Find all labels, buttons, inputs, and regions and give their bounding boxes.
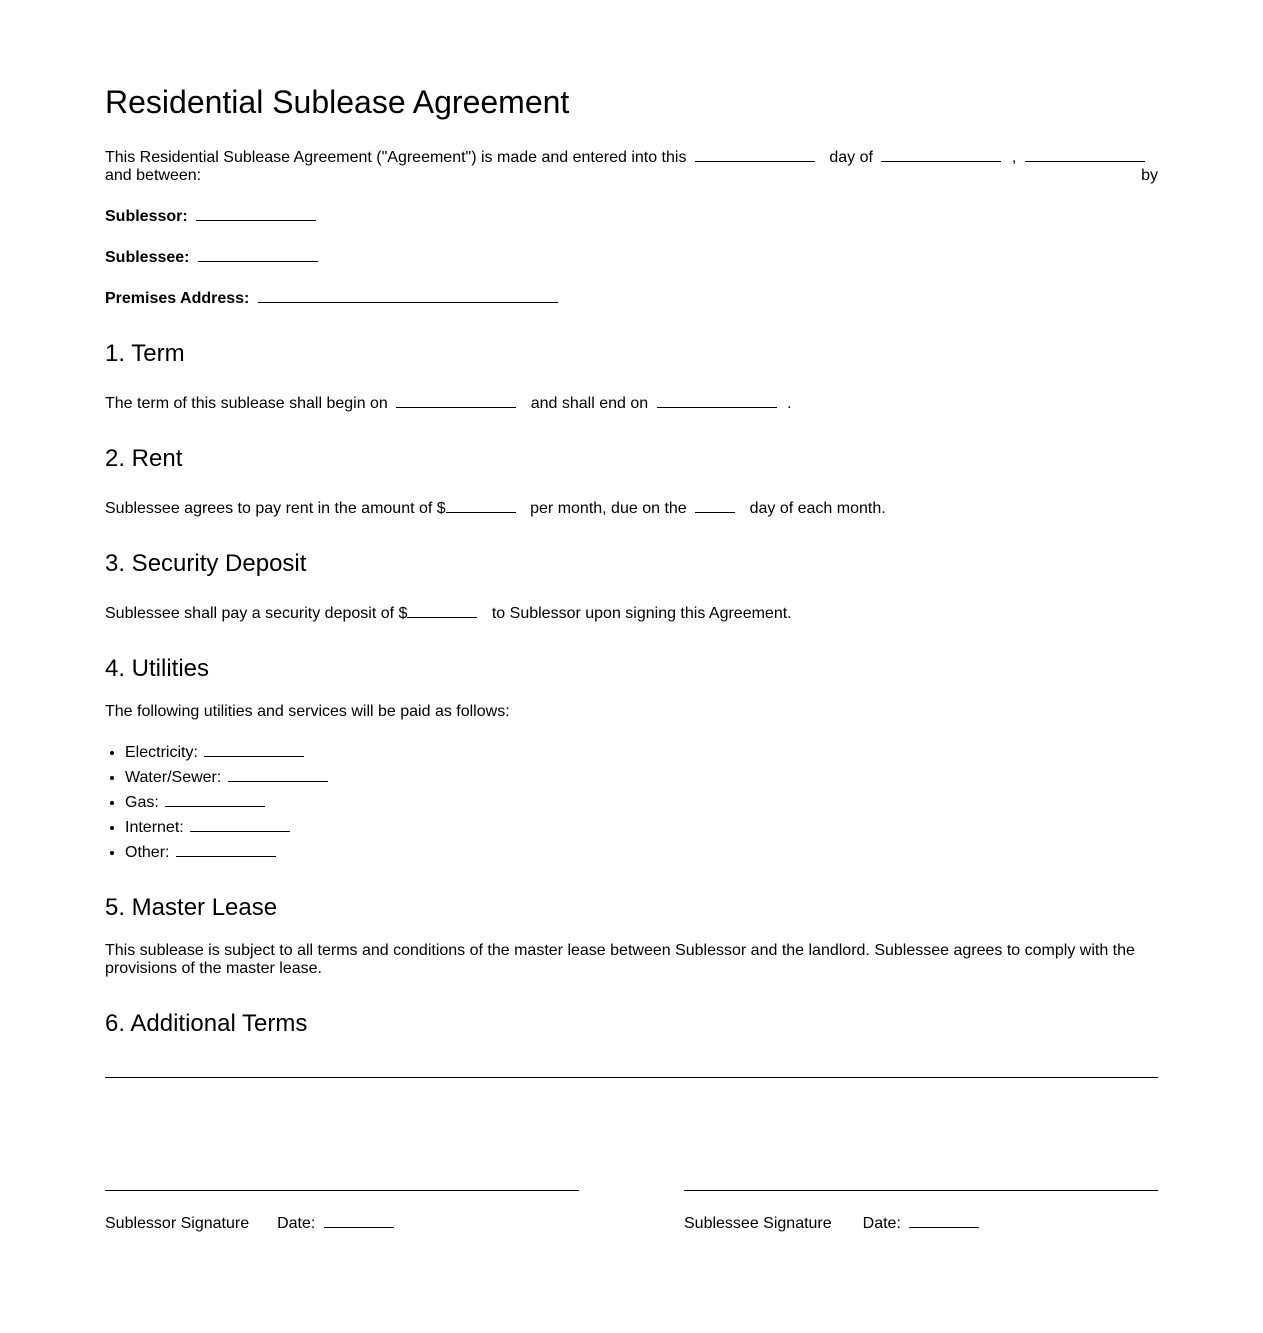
utility-item-electricity <box>125 740 332 765</box>
term-end-text: and shall end on <box>530 395 649 412</box>
sublessee-signature-label: Sublessee Signature <box>684 1215 832 1232</box>
section-heading-security-deposit: 3. Security Deposit <box>105 550 307 577</box>
section-heading-term: 1. Term <box>105 340 185 367</box>
section-heading-utilities: 4. Utilities <box>105 655 210 682</box>
utilities-intro: The following utilities and services will be paid as follows: <box>105 703 510 720</box>
master-lease-paragraph: This sublease is subject to all terms and conditions of the master lease between Sublessor and the landlord. Sublessee agrees to comply with the provisions of the master lease. <box>105 942 1135 977</box>
utility-label: Internet: <box>125 819 184 836</box>
deposit-amount-blank[interactable] <box>407 616 477 618</box>
day-blank[interactable] <box>695 160 815 162</box>
intro-and-between: and between: <box>105 167 202 184</box>
intro-text: This Residential Sublease Agreement ("Agreement") is made and entered into this <box>105 149 687 166</box>
utility-label: Water/Sewer: <box>125 769 222 786</box>
rent-due-day-blank[interactable] <box>695 511 735 513</box>
premises-label: Premises Address: <box>105 290 250 307</box>
sublessee-signature-block <box>684 1215 983 1233</box>
premises-field <box>105 290 562 308</box>
intro-day-of: day of <box>829 149 873 166</box>
utility-item-other <box>125 840 332 865</box>
utility-label: Gas: <box>125 794 159 811</box>
sublessee-label: Sublessee: <box>105 249 190 266</box>
term-period: . <box>787 395 792 412</box>
intro-comma: , <box>1011 149 1017 166</box>
deposit-text: Sublessee shall pay a security deposit of $ <box>105 605 408 622</box>
section-heading-master-lease: 5. Master Lease <box>105 894 278 921</box>
utility-item-water-sewer <box>125 765 332 790</box>
utility-item-internet <box>125 815 332 840</box>
month-blank[interactable] <box>881 160 1001 162</box>
sublessee-blank[interactable] <box>198 260 318 262</box>
term-text: The term of this sublease shall begin on <box>105 395 388 412</box>
document-title: Residential Sublease Agreement <box>105 84 570 120</box>
utility-blank[interactable] <box>176 855 276 857</box>
utility-item-gas <box>125 790 332 815</box>
term-end-blank[interactable] <box>657 406 777 408</box>
deposit-paragraph <box>105 605 792 623</box>
deposit-text-2: to Sublessor upon signing this Agreement. <box>491 605 792 622</box>
rent-day-text: day of each month. <box>749 500 886 517</box>
sublessee-date-blank[interactable] <box>909 1226 979 1228</box>
sublessee-field <box>105 249 322 267</box>
sublessor-signature-block <box>105 1215 398 1233</box>
intro-by: by <box>1141 167 1158 184</box>
sublessor-date-blank[interactable] <box>324 1226 394 1228</box>
utility-blank[interactable] <box>190 830 290 832</box>
sublessor-signature-label: Sublessor Signature <box>105 1215 250 1232</box>
intro-paragraph <box>105 149 1158 185</box>
sublessee-signature-line[interactable] <box>684 1190 1158 1191</box>
utility-label: Other: <box>125 844 170 861</box>
rent-text: Sublessee agrees to pay rent in the amount of $ <box>105 500 446 517</box>
year-blank[interactable] <box>1025 160 1145 162</box>
utility-blank[interactable] <box>228 780 328 782</box>
sublessor-signature-line[interactable] <box>105 1190 579 1191</box>
rent-due-text: per month, due on the <box>530 500 687 517</box>
utility-blank[interactable] <box>204 755 304 757</box>
section-heading-additional-terms: 6. Additional Terms <box>105 1010 308 1037</box>
rent-amount-blank[interactable] <box>446 511 516 513</box>
additional-terms-line[interactable] <box>105 1077 1158 1078</box>
term-paragraph <box>105 395 792 413</box>
sublessor-label: Sublessor: <box>105 208 188 225</box>
utilities-list <box>105 740 332 865</box>
utility-blank[interactable] <box>165 805 265 807</box>
premises-blank[interactable] <box>258 301 558 303</box>
sublessor-field <box>105 208 320 226</box>
term-start-blank[interactable] <box>396 406 516 408</box>
section-heading-rent: 2. Rent <box>105 445 183 472</box>
rent-paragraph <box>105 500 886 518</box>
utility-label: Electricity: <box>125 744 198 761</box>
sublessee-date-label: Date: <box>862 1215 901 1232</box>
sublessor-blank[interactable] <box>196 219 316 221</box>
sublessor-date-label: Date: <box>277 1215 316 1232</box>
